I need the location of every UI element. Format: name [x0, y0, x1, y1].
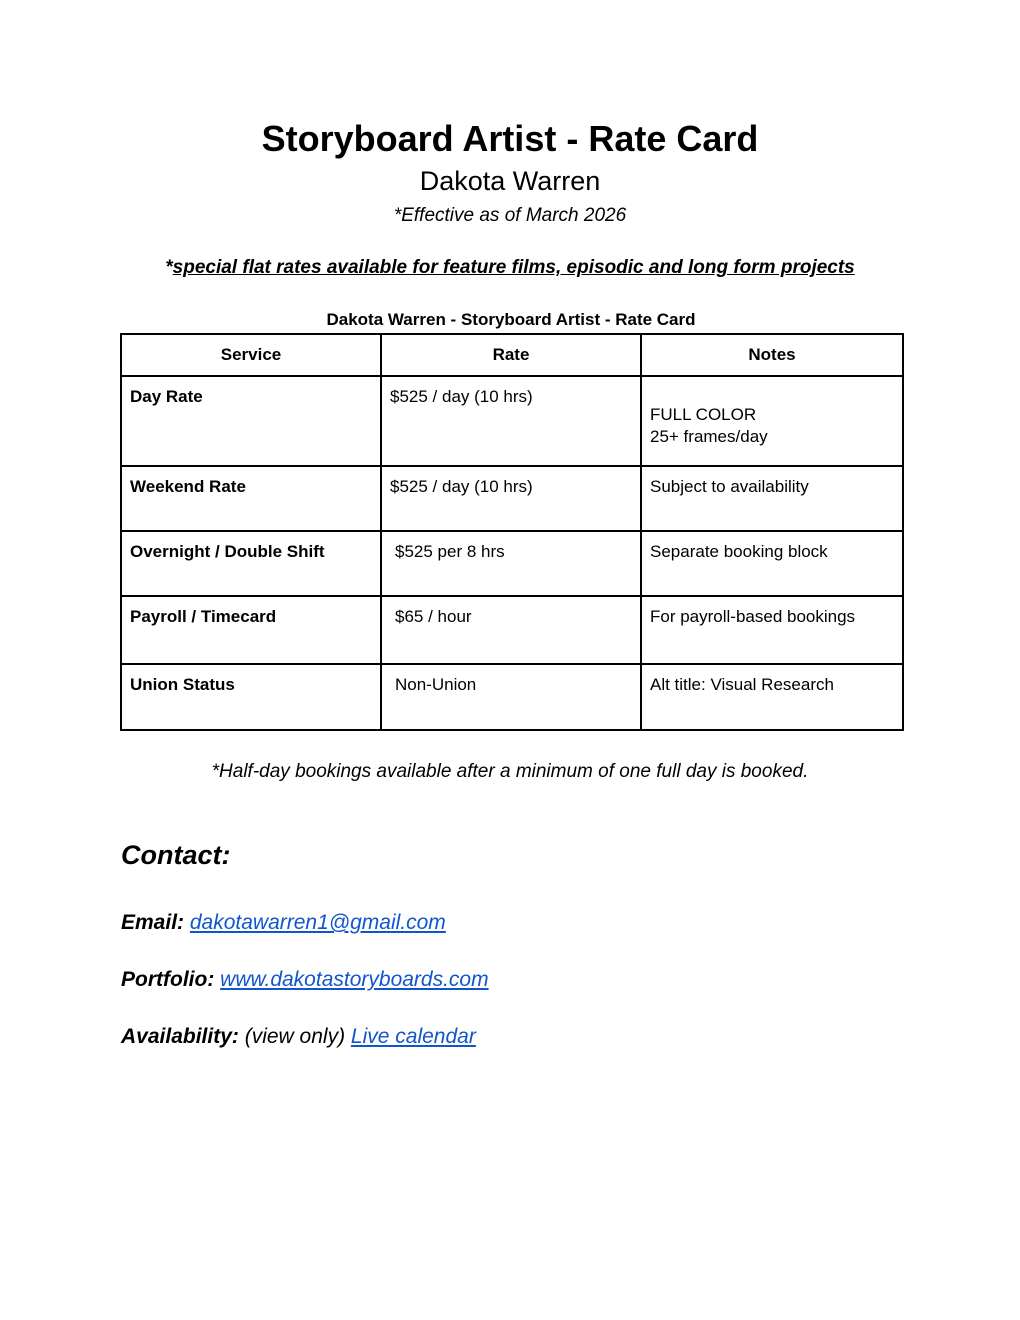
email-line	[121, 911, 446, 935]
email-link[interactable]: dakotawarren1@gmail.com	[189, 911, 446, 934]
service-cell: Union Status	[121, 664, 381, 730]
email-label: Email:	[121, 911, 185, 934]
table-row	[121, 531, 903, 596]
half-day-note: *Half-day bookings available after a minimum of one full day is booked.	[211, 761, 809, 782]
table-header-row	[121, 334, 903, 376]
special-rates-text: special flat rates available for feature films, episodic and long form projects	[172, 257, 855, 278]
artist-name: Dakota Warren	[419, 166, 601, 196]
effective-date: *Effective as of March 2026	[393, 205, 627, 226]
column-header-notes: Notes	[641, 334, 903, 376]
rate-table	[120, 333, 904, 731]
notes-cell: For payroll-based bookings	[641, 596, 903, 664]
service-cell: Weekend Rate	[121, 466, 381, 531]
page-title: Storyboard Artist - Rate Card	[261, 118, 759, 159]
rate-cell: $525 / day (10 hrs)	[381, 376, 641, 466]
rate-cell: $525 / day (10 hrs)	[381, 466, 641, 531]
service-cell: Payroll / Timecard	[121, 596, 381, 664]
table-row	[121, 664, 903, 730]
rate-value: $525 per 8 hrs	[395, 542, 505, 561]
table-row	[121, 466, 903, 531]
notes-cell: Separate booking block	[641, 531, 903, 596]
availability-line	[121, 1025, 476, 1049]
portfolio-label: Portfolio:	[121, 968, 215, 991]
contact-heading: Contact:	[121, 840, 231, 870]
column-header-rate: Rate	[381, 334, 641, 376]
rate-cell	[381, 596, 641, 664]
table-row	[121, 596, 903, 664]
special-rates-asterisk: *	[165, 257, 173, 278]
portfolio-link[interactable]: www.dakotastoryboards.com	[220, 968, 489, 991]
table-row	[121, 376, 903, 466]
table-caption: Dakota Warren - Storyboard Artist - Rate Card	[326, 310, 696, 329]
rate-cell	[381, 531, 641, 596]
rate-value: Non-Union	[395, 675, 477, 694]
availability-note: (view only)	[244, 1025, 346, 1048]
notes-line: 25+ frames/day	[650, 427, 768, 446]
portfolio-line	[121, 968, 489, 992]
special-rates-note	[0, 257, 1020, 279]
service-cell: Day Rate	[121, 376, 381, 466]
notes-cell: Alt title: Visual Research	[641, 664, 903, 730]
live-calendar-link[interactable]: Live calendar	[350, 1025, 476, 1048]
availability-label: Availability:	[121, 1025, 239, 1048]
notes-cell	[641, 376, 903, 466]
column-header-service: Service	[121, 334, 381, 376]
rate-value: $65 / hour	[395, 607, 472, 626]
notes-cell: Subject to availability	[641, 466, 903, 531]
service-cell: Overnight / Double Shift	[121, 531, 381, 596]
rate-cell	[381, 664, 641, 730]
notes-line: FULL COLOR	[650, 405, 757, 424]
